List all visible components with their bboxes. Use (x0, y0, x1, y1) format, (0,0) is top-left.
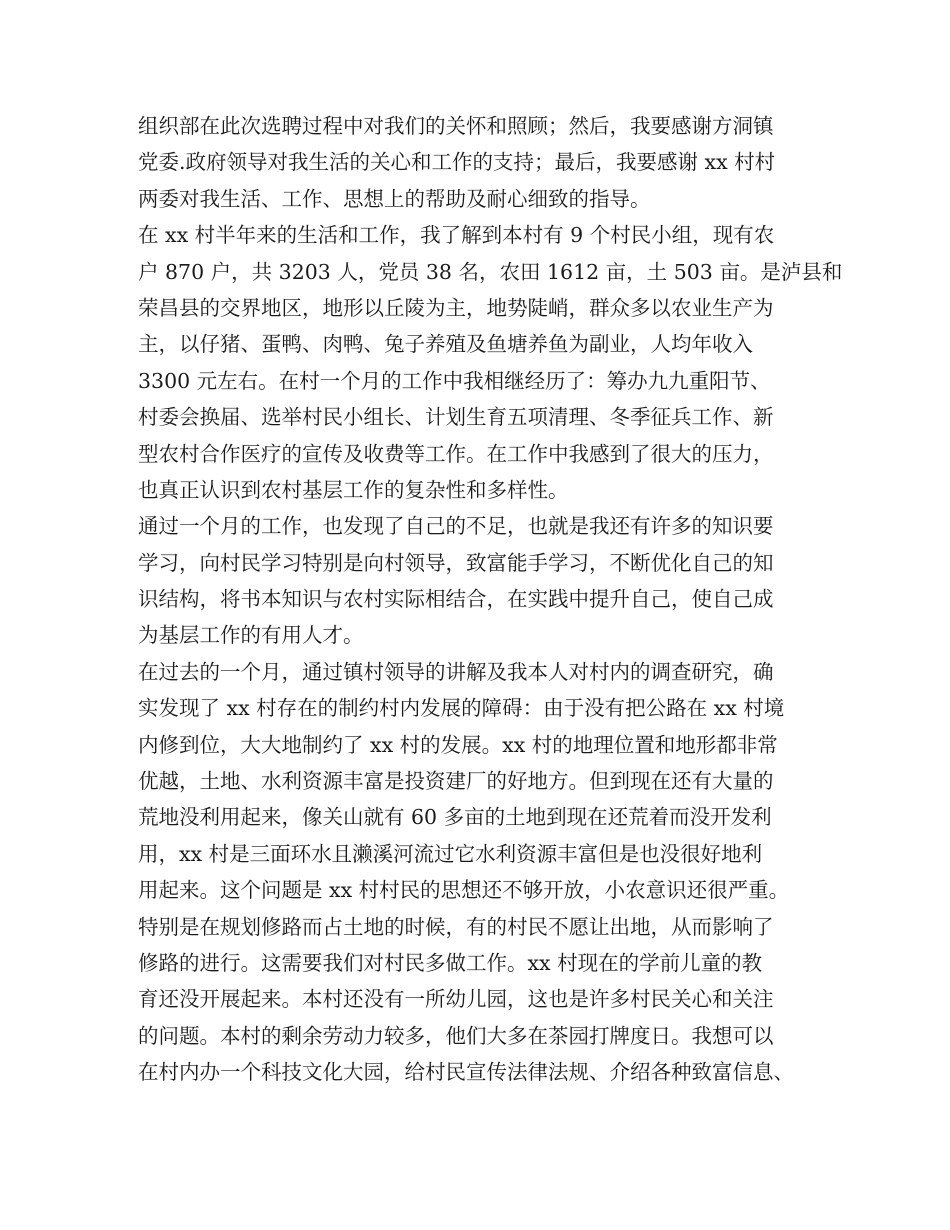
text-line: 党委.政府领导对我生活的关心和工作的支持；最后，我要感谢 xx 村村 (138, 150, 776, 175)
text-line: 通过一个月的工作，也发现了自己的不足，也就是我还有许多的知识要 (138, 514, 774, 539)
text-line: 育还没开展起来。本村还没有一所幼儿园，这也是许多村民关心和关注 (138, 987, 774, 1012)
text-line: 组织部在此次选聘过程中对我们的关怀和照顾；然后，我要感谢方洞镇 (138, 114, 774, 138)
text-line: 在过去的一个月，通过镇村领导的讲解及我本人对村内的调查研究，确 (138, 659, 774, 684)
text-line: 优越，土地、水利资源丰富是投资建厂的好地方。但到现在还有大量的 (138, 769, 774, 794)
text-line: 学习，向村民学习特别是向村领导，致富能手学习，不断优化自己的知 (138, 550, 774, 575)
text-line: 荣昌县的交界地区，地形以丘陵为主，地势陡峭，群众多以农业生产为 (138, 295, 774, 320)
text-line: 村委会换届、选举村民小组长、计划生育五项清理、冬季征兵工作、新 (138, 405, 774, 430)
text-line: 用起来。这个问题是 xx 村村民的思想还不够开放，小农意识还很严重。 (138, 878, 790, 903)
text-line: 实发现了 xx 村存在的制约村内发展的障碍：由于没有把公路在 xx 村境 (138, 696, 785, 721)
text-line: 内修到位，大大地制约了 xx 村的发展。xx 村的地理位置和地形都非常 (138, 732, 778, 757)
text-line: 型农村合作医疗的宣传及收费等工作。在工作中我感到了很大的压力， (138, 441, 774, 466)
text-line: 也真正认识到农村基层工作的复杂性和多样性。 (138, 477, 569, 502)
text-line: 两委对我生活、工作、思想上的帮助及耐心细致的指导。 (138, 186, 651, 211)
text-line: 荒地没利用起来，像关山就有 60 多亩的土地到现在还荒着而没开发利 (138, 805, 772, 830)
document-body (138, 108, 843, 1091)
text-line: 的问题。本村的剩余劳动力较多，他们大多在茶园打牌度日。我想可以 (138, 1023, 774, 1048)
text-line: 在村内办一个科技文化大园，给村民宣传法律法规、介绍各种致富信息、 (138, 1060, 794, 1085)
text-line: 主，以仔猪、蛋鸭、肉鸭、兔子养殖及鱼塘养鱼为副业，人均年收入 (138, 332, 753, 357)
text-line: 在 xx 村半年来的生活和工作，我了解到本村有 9 个村民小组，现有农 (138, 223, 775, 248)
text-line: 识结构，将书本知识与农村实际相结合，在实践中提升自己，使自己成 (138, 587, 774, 612)
text-line: 3300 元左右。在村一个月的工作中我相继经历了：筹办九九重阳节、 (138, 368, 771, 393)
text-line: 用，xx 村是三面环水且濑溪河流过它水利资源丰富但是也没很好地利 (138, 841, 763, 866)
text-line: 户 870 户，共 3203 人，党员 38 名，农田 1612 亩，土 503 亩。是泸县和 (138, 259, 843, 284)
text-line: 特别是在规划修路而占土地的时候，有的村民不愿让出地，从而影响了 (138, 914, 774, 939)
text-line: 修路的进行。这需要我们对村民多做工作。xx 村现在的学前儿童的教 (138, 950, 763, 975)
text-line: 为基层工作的有用人才。 (138, 623, 364, 648)
